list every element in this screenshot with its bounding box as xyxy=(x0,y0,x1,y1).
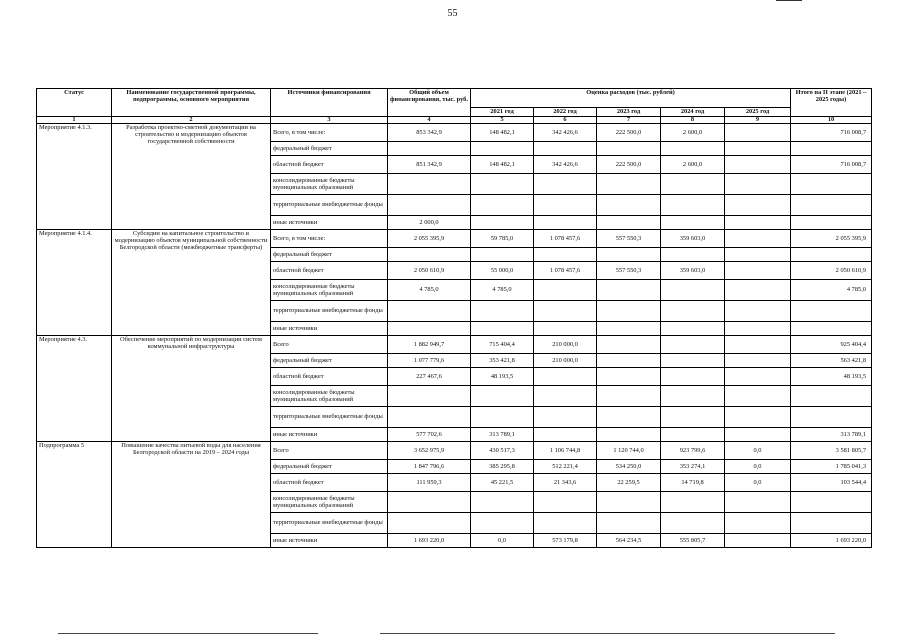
row-source: иные источники xyxy=(271,428,388,442)
cell-y2024 xyxy=(661,386,725,407)
cell-y2025 xyxy=(725,216,791,230)
cell-y2024: 923 799,6 xyxy=(661,442,725,460)
footer-line xyxy=(58,633,318,634)
cell-y2021 xyxy=(471,513,534,534)
cell-y2022 xyxy=(534,195,597,216)
cell-stage xyxy=(791,195,872,216)
footer-line xyxy=(380,633,835,634)
cell-y2022 xyxy=(534,407,597,428)
cell-stage xyxy=(791,216,872,230)
row-source: консолидированные бюджеты муниципальных образований xyxy=(271,492,388,513)
cell-y2025 xyxy=(725,492,791,513)
cell-y2021 xyxy=(471,407,534,428)
cell-y2021 xyxy=(471,492,534,513)
cell-total: 1 847 796,6 xyxy=(388,460,471,474)
cell-total xyxy=(388,301,471,322)
cell-y2024: 2 600,0 xyxy=(661,124,725,142)
cell-y2023 xyxy=(597,492,661,513)
cell-y2022 xyxy=(534,368,597,386)
cell-total: 2 050 610,9 xyxy=(388,262,471,280)
cell-y2023 xyxy=(597,336,661,354)
cell-y2021 xyxy=(471,248,534,262)
cell-stage: 313 789,1 xyxy=(791,428,872,442)
row-source: областной бюджет xyxy=(271,368,388,386)
cell-y2025 xyxy=(725,513,791,534)
col-number: 9 xyxy=(725,117,791,124)
cell-total xyxy=(388,248,471,262)
row-source: федеральный бюджет xyxy=(271,354,388,368)
cell-y2025 xyxy=(725,142,791,156)
cell-total: 577 702,6 xyxy=(388,428,471,442)
row-source: Всего, в том числе: xyxy=(271,230,388,248)
cell-y2021: 45 221,5 xyxy=(471,474,534,492)
cell-y2022: 21 343,6 xyxy=(534,474,597,492)
cell-total: 2 055 395,9 xyxy=(388,230,471,248)
cell-total: 4 785,0 xyxy=(388,280,471,301)
row-source: консолидированные бюджеты муниципальных образований xyxy=(271,174,388,195)
header-sources: Источники финансирования xyxy=(271,89,388,117)
row-status: Мероприятие 4.3. xyxy=(37,336,112,442)
cell-y2021 xyxy=(471,301,534,322)
cell-stage xyxy=(791,386,872,407)
col-number: 5 xyxy=(471,117,534,124)
cell-total: 227 467,6 xyxy=(388,368,471,386)
cell-y2024 xyxy=(661,368,725,386)
cell-y2024 xyxy=(661,428,725,442)
cell-y2024 xyxy=(661,513,725,534)
cell-y2025 xyxy=(725,195,791,216)
cell-y2023: 222 500,0 xyxy=(597,156,661,174)
cell-y2021 xyxy=(471,195,534,216)
cell-stage: 925 404,4 xyxy=(791,336,872,354)
cell-y2023: 22 259,5 xyxy=(597,474,661,492)
cell-total xyxy=(388,513,471,534)
cell-total xyxy=(388,174,471,195)
header-year: 2021 год xyxy=(471,108,534,117)
header-year: 2025 год xyxy=(725,108,791,117)
col-number: 4 xyxy=(388,117,471,124)
col-number: 10 xyxy=(791,117,872,124)
cell-y2022 xyxy=(534,280,597,301)
cell-total xyxy=(388,407,471,428)
row-status: Мероприятие 4.1.4. xyxy=(37,230,112,336)
page-number: 55 xyxy=(447,8,458,19)
cell-y2023 xyxy=(597,407,661,428)
cell-y2021: 59 785,0 xyxy=(471,230,534,248)
cell-y2024 xyxy=(661,280,725,301)
cell-y2025 xyxy=(725,174,791,195)
header-year: 2024 год xyxy=(661,108,725,117)
row-program-name: Повышение качества питьевой воды для населения Белгородской области на 2019 – 2024 годы xyxy=(112,442,271,548)
cell-stage xyxy=(791,492,872,513)
header-status: Статус xyxy=(37,89,112,117)
cell-y2025 xyxy=(725,124,791,142)
budget-table xyxy=(36,88,872,548)
cell-y2023 xyxy=(597,368,661,386)
cell-y2021: 48 193,5 xyxy=(471,368,534,386)
cell-total xyxy=(388,322,471,336)
cell-total: 111 959,3 xyxy=(388,474,471,492)
cell-y2024 xyxy=(661,301,725,322)
row-source: федеральный бюджет xyxy=(271,248,388,262)
cell-y2023: 222 500,0 xyxy=(597,124,661,142)
col-number: 8 xyxy=(661,117,725,124)
cell-y2023 xyxy=(597,301,661,322)
cell-y2025 xyxy=(725,156,791,174)
cell-y2022 xyxy=(534,248,597,262)
cell-y2023: 557 550,3 xyxy=(597,230,661,248)
row-program-name: Разработка проектно-сметной документации на строительство и модернизацию объектов государственной собственности xyxy=(112,124,271,230)
cell-stage: 3 581 805,7 xyxy=(791,442,872,460)
row-program-name: Субсидии на капитальное строительство и модернизацию объектов муниципальной собственности Белгородской области (межбюджетные трансферты) xyxy=(112,230,271,336)
cell-stage xyxy=(791,322,872,336)
cell-y2021: 715 404,4 xyxy=(471,336,534,354)
cell-stage: 48 193,5 xyxy=(791,368,872,386)
cell-y2023 xyxy=(597,513,661,534)
corner-line xyxy=(776,0,802,1)
row-source: иные источники xyxy=(271,322,388,336)
cell-y2022 xyxy=(534,174,597,195)
cell-y2024: 353 274,1 xyxy=(661,460,725,474)
cell-y2023: 564 234,5 xyxy=(597,534,661,548)
cell-stage: 2 055 395,9 xyxy=(791,230,872,248)
cell-stage xyxy=(791,513,872,534)
cell-y2024 xyxy=(661,216,725,230)
cell-y2025 xyxy=(725,386,791,407)
row-source: территориальные внебюджетные фонды xyxy=(271,301,388,322)
cell-y2025: 0,0 xyxy=(725,442,791,460)
cell-total: 853 342,9 xyxy=(388,124,471,142)
cell-y2025 xyxy=(725,534,791,548)
cell-y2021: 148 482,1 xyxy=(471,124,534,142)
cell-y2024: 359 603,0 xyxy=(661,230,725,248)
cell-y2021: 313 789,1 xyxy=(471,428,534,442)
cell-y2023 xyxy=(597,386,661,407)
header-expenses: Оценка расходов (тыс. рублей) xyxy=(471,89,791,108)
cell-y2024 xyxy=(661,195,725,216)
header-year: 2023 год xyxy=(597,108,661,117)
cell-y2022: 342 426,6 xyxy=(534,156,597,174)
cell-y2023 xyxy=(597,354,661,368)
cell-y2022: 1 106 744,8 xyxy=(534,442,597,460)
cell-y2024 xyxy=(661,407,725,428)
row-source: территориальные внебюджетные фонды xyxy=(271,195,388,216)
cell-total: 3 652 975,9 xyxy=(388,442,471,460)
cell-y2022 xyxy=(534,142,597,156)
cell-y2025 xyxy=(725,280,791,301)
table-row xyxy=(37,124,872,142)
cell-y2022 xyxy=(534,428,597,442)
cell-y2021 xyxy=(471,322,534,336)
cell-y2022: 573 179,8 xyxy=(534,534,597,548)
cell-stage: 1 785 041,3 xyxy=(791,460,872,474)
cell-y2021: 148 482,1 xyxy=(471,156,534,174)
cell-stage: 1 693 220,0 xyxy=(791,534,872,548)
cell-y2021 xyxy=(471,386,534,407)
cell-y2023 xyxy=(597,280,661,301)
cell-y2022 xyxy=(534,216,597,230)
row-source: областной бюджет xyxy=(271,262,388,280)
cell-stage: 4 785,0 xyxy=(791,280,872,301)
cell-y2024 xyxy=(661,492,725,513)
cell-y2022: 342 426,6 xyxy=(534,124,597,142)
cell-y2023: 1 120 744,0 xyxy=(597,442,661,460)
cell-y2023 xyxy=(597,428,661,442)
row-status: Мероприятие 4.1.3. xyxy=(37,124,112,230)
cell-y2021: 4 785,0 xyxy=(471,280,534,301)
cell-y2022: 210 000,0 xyxy=(534,354,597,368)
row-source: консолидированные бюджеты муниципальных образований xyxy=(271,386,388,407)
row-status: Подпрограмма 5 xyxy=(37,442,112,548)
cell-y2021: 430 517,3 xyxy=(471,442,534,460)
cell-y2023 xyxy=(597,322,661,336)
cell-y2022: 210 000,0 xyxy=(534,336,597,354)
cell-y2024: 555 805,7 xyxy=(661,534,725,548)
cell-y2024 xyxy=(661,336,725,354)
cell-y2025 xyxy=(725,428,791,442)
cell-y2025 xyxy=(725,230,791,248)
cell-y2025 xyxy=(725,248,791,262)
cell-total xyxy=(388,386,471,407)
cell-y2025 xyxy=(725,322,791,336)
row-source: Всего, в том числе: xyxy=(271,124,388,142)
cell-total: 851 342,9 xyxy=(388,156,471,174)
row-source: федеральный бюджет xyxy=(271,460,388,474)
col-number: 1 xyxy=(37,117,112,124)
cell-y2023 xyxy=(597,195,661,216)
cell-stage: 716 008,7 xyxy=(791,156,872,174)
row-source: федеральный бюджет xyxy=(271,142,388,156)
cell-total: 1 882 949,7 xyxy=(388,336,471,354)
row-source: областной бюджет xyxy=(271,156,388,174)
cell-total: 2 000,0 xyxy=(388,216,471,230)
col-number: 6 xyxy=(534,117,597,124)
row-source: территориальные внебюджетные фонды xyxy=(271,513,388,534)
row-source: консолидированные бюджеты муниципальных образований xyxy=(271,280,388,301)
cell-y2022: 1 078 457,6 xyxy=(534,230,597,248)
cell-y2024 xyxy=(661,354,725,368)
cell-y2021 xyxy=(471,142,534,156)
cell-y2023 xyxy=(597,142,661,156)
cell-stage xyxy=(791,407,872,428)
row-source: иные источники xyxy=(271,216,388,230)
cell-total xyxy=(388,195,471,216)
header-year: 2022 год xyxy=(534,108,597,117)
cell-y2024: 2 600,0 xyxy=(661,156,725,174)
cell-total: 1 077 779,6 xyxy=(388,354,471,368)
cell-stage: 103 544,4 xyxy=(791,474,872,492)
cell-y2022 xyxy=(534,386,597,407)
cell-y2021: 0,0 xyxy=(471,534,534,548)
cell-y2024 xyxy=(661,322,725,336)
cell-y2022: 512 221,4 xyxy=(534,460,597,474)
col-number: 3 xyxy=(271,117,388,124)
cell-y2025 xyxy=(725,368,791,386)
cell-stage: 2 050 610,9 xyxy=(791,262,872,280)
cell-y2025 xyxy=(725,301,791,322)
table-row xyxy=(37,230,872,248)
col-number: 7 xyxy=(597,117,661,124)
col-number: 2 xyxy=(112,117,271,124)
table-row xyxy=(37,442,872,460)
cell-total xyxy=(388,142,471,156)
cell-y2023 xyxy=(597,248,661,262)
cell-y2025 xyxy=(725,336,791,354)
cell-y2021 xyxy=(471,216,534,230)
cell-y2025 xyxy=(725,407,791,428)
cell-total xyxy=(388,492,471,513)
cell-y2023 xyxy=(597,216,661,230)
cell-y2021: 55 000,0 xyxy=(471,262,534,280)
cell-y2025 xyxy=(725,262,791,280)
header-name: Наименование государственной программы, подпрограммы, основного мероприятия xyxy=(112,89,271,117)
cell-y2022: 1 078 457,6 xyxy=(534,262,597,280)
cell-y2025: 0,0 xyxy=(725,474,791,492)
cell-y2025: 0,0 xyxy=(725,460,791,474)
cell-y2021: 353 421,8 xyxy=(471,354,534,368)
row-source: Всего xyxy=(271,336,388,354)
cell-total: 1 693 220,0 xyxy=(388,534,471,548)
header-total: Общий объем финансирования, тыс. руб. xyxy=(388,89,471,117)
row-source: иные источники xyxy=(271,534,388,548)
cell-y2023 xyxy=(597,174,661,195)
cell-stage: 563 421,8 xyxy=(791,354,872,368)
cell-stage xyxy=(791,142,872,156)
cell-y2023: 534 250,0 xyxy=(597,460,661,474)
row-program-name: Обеспечение мероприятий по модернизации систем коммунальной инфраструктуры xyxy=(112,336,271,442)
row-source: Всего xyxy=(271,442,388,460)
cell-y2024 xyxy=(661,248,725,262)
header-stage-total: Итого на II этапе (2021 – 2025 годы) xyxy=(791,89,872,117)
cell-y2024: 14 719,8 xyxy=(661,474,725,492)
row-source: областной бюджет xyxy=(271,474,388,492)
cell-y2022 xyxy=(534,513,597,534)
row-source: территориальные внебюджетные фонды xyxy=(271,407,388,428)
cell-y2021: 385 295,8 xyxy=(471,460,534,474)
cell-y2022 xyxy=(534,301,597,322)
cell-y2023: 557 550,3 xyxy=(597,262,661,280)
cell-y2024: 359 603,0 xyxy=(661,262,725,280)
cell-y2025 xyxy=(725,354,791,368)
cell-y2021 xyxy=(471,174,534,195)
cell-y2022 xyxy=(534,492,597,513)
cell-y2024 xyxy=(661,174,725,195)
cell-stage: 716 008,7 xyxy=(791,124,872,142)
cell-stage xyxy=(791,248,872,262)
table-row xyxy=(37,336,872,354)
cell-stage xyxy=(791,301,872,322)
cell-y2022 xyxy=(534,322,597,336)
cell-y2024 xyxy=(661,142,725,156)
cell-stage xyxy=(791,174,872,195)
